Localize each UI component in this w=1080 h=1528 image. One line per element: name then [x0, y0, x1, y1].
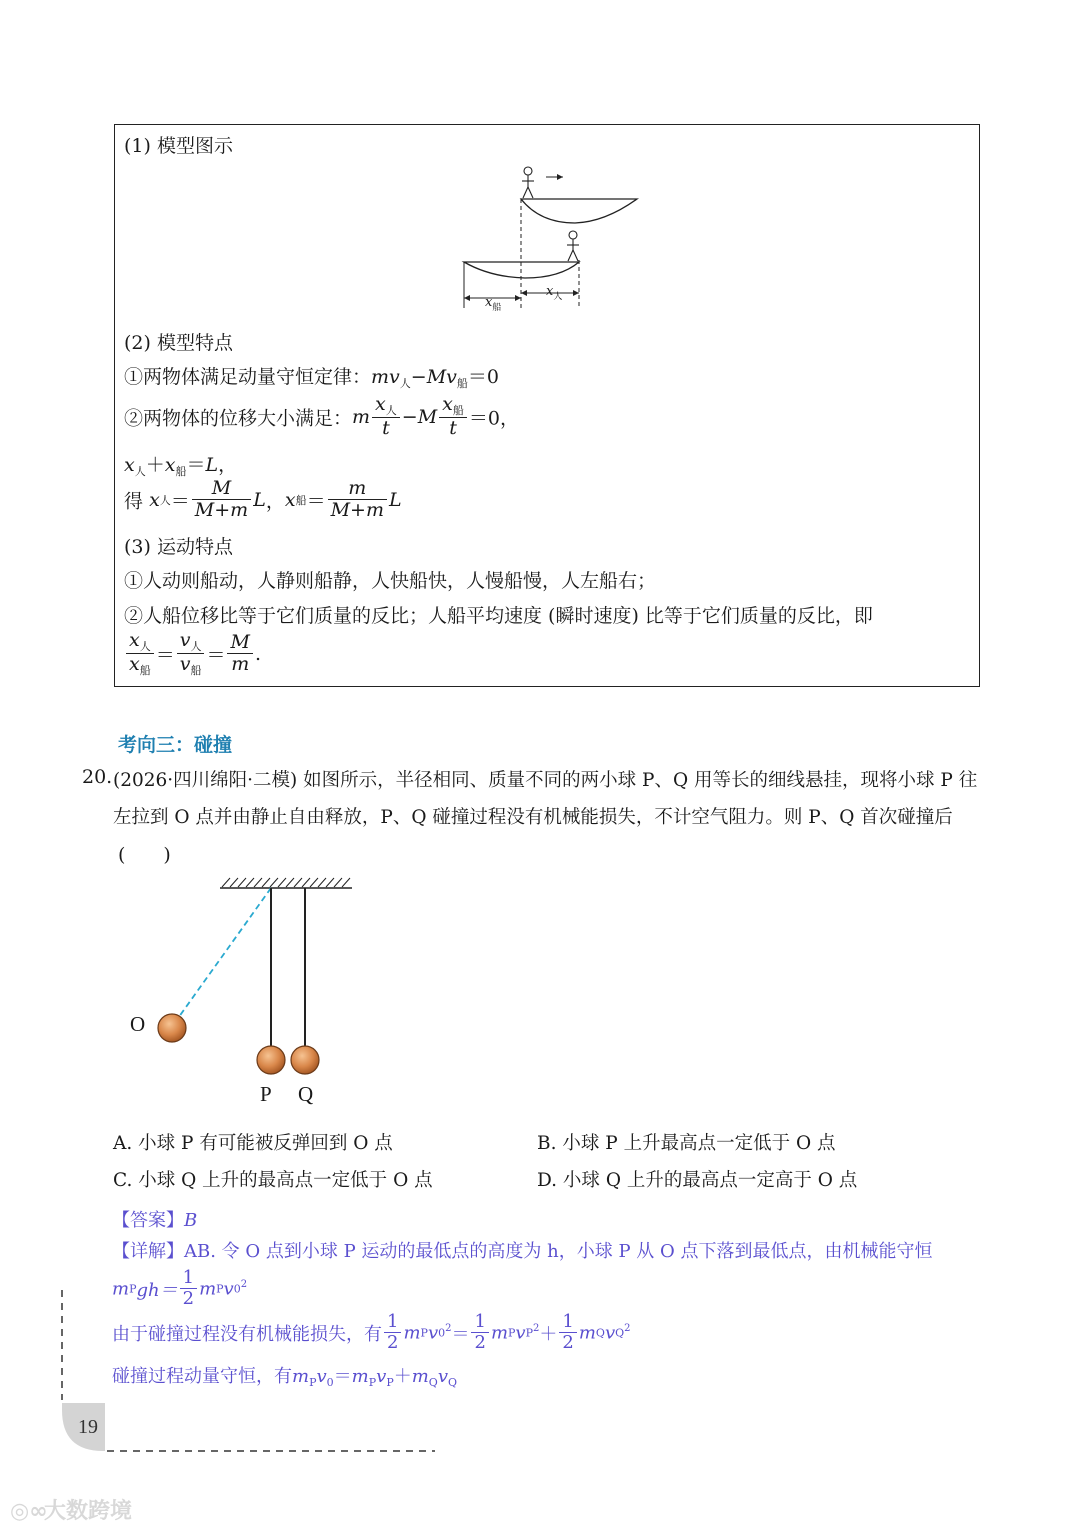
diagram-label-x-chuan: $x_船$ — [485, 295, 502, 313]
momentum-conservation-line: ①两物体满足动量守恒定律：$mv_人-Mv_船=0$ — [124, 366, 499, 390]
result-line: 得 x人＝ $\frac{M}{M+m}$ L，x船＝ $\frac{m}{M+m}$ L — [124, 477, 402, 521]
label-O: O — [130, 1012, 146, 1036]
model-heading-2: (2) 模型特点 — [124, 332, 233, 354]
fraction-mass-ratio: $\frac{M}{m}$ — [227, 632, 252, 676]
section-title: 考向三：碰撞 — [118, 734, 233, 756]
ball-O — [158, 1014, 186, 1042]
question-line-2: 左拉到 O 点并由静止自由释放，P、Q 碰撞过程没有机械能损失，不计空气阻力。则 P、Q 首次碰撞后 — [113, 807, 953, 828]
detail-line-1: 【详解】AB. 令 O 点到小球 P 运动的最低点的高度为 h，小球 P 从 O 点下落到最低点，由机械能守恒 — [112, 1241, 933, 1262]
option-B[interactable]: B. 小球 P 上升最高点一定低于 O 点 — [537, 1133, 836, 1154]
model-heading-1: (1) 模型图示 — [124, 135, 233, 157]
fraction-M-over-Mm: $\frac{M}{M+m}$ — [192, 478, 251, 522]
motion-point-2: ②人船位移比等于它们质量的反比；人船平均速度 (瞬时速度) 比等于它们质量的反比，即 — [124, 605, 873, 627]
question-number: 20. — [82, 766, 113, 788]
ball-P — [257, 1046, 285, 1074]
page-corner-decoration — [55, 1285, 445, 1460]
option-A[interactable]: A. 小球 P 有可能被反弹回到 O 点 — [113, 1133, 393, 1154]
motion-point-1: ①人动则船动，人静则船静，人快船快，人慢船慢，人左船右； — [124, 570, 657, 592]
label-Q: Q — [298, 1082, 314, 1106]
question-line-1: (2026·四川绵阳·二模) 如图所示，半径相同、质量不同的两小球 P、Q 用等长的细线悬挂，现将小球 P 往 — [113, 770, 978, 791]
momentum-line: 碰撞过程动量守恒，有$m_Pv_0=m_Pv_P+m_Qv_Q$ — [112, 1366, 458, 1389]
pendulum-figure — [120, 870, 370, 1110]
option-C[interactable]: C. 小球 Q 上升的最高点一定低于 O 点 — [113, 1170, 433, 1191]
ratio-line: $\frac{x_人}{x_船}$ ＝ $\frac{v_人}{v_船}$ ＝ $\frac{M}{m}$ . — [124, 630, 261, 678]
fraction-x-ratio: $\frac{x_人}{x_船}$ — [126, 630, 154, 678]
fraction-v-ratio: $\frac{v_人}{v_船}$ — [177, 630, 205, 678]
fraction-x-chuan-over-t: $\frac{x_船}{t}$ — [439, 394, 467, 440]
displacement-line: ②两物体的位移大小满足：m $\frac{x_人}{t}$ −M $\frac{x_船}{t}$ ＝0， — [124, 393, 519, 440]
watermark-logo-icon: ◎∞ — [10, 1499, 48, 1524]
energy-equation: mPgh＝ $\frac{1}{2}$ $mPv0^2$ — [112, 1267, 248, 1309]
watermark: ◎∞大数跨境 — [10, 1499, 133, 1524]
answer-line: 【答案】B — [112, 1210, 198, 1231]
energy-conservation-line: 由于碰撞过程没有机械能损失，有 $\frac{1}{2}$ $mPv0^2=$ $\frac{1}{2}$ mPvP$^2$＋ $\frac{1}{2}$ mQvQ$^2$ — [112, 1311, 631, 1353]
option-D[interactable]: D. 小球 Q 上升的最高点一定高于 O 点 — [537, 1170, 858, 1191]
fraction-m-over-Mm: $\frac{m}{M+m}$ — [328, 478, 387, 522]
model-heading-3: (3) 运动特点 — [124, 536, 233, 558]
fraction-x-ren-over-t: $\frac{x_人}{t}$ — [372, 394, 400, 440]
page-number: 19 — [78, 1416, 98, 1438]
sum-line: $x_人+x_船=L$， — [124, 454, 238, 478]
diagram-label-x-ren: $x_人$ — [546, 284, 563, 302]
ball-Q — [291, 1046, 319, 1074]
label-P: P — [260, 1082, 272, 1106]
answer-bracket: ( ) — [118, 844, 171, 866]
